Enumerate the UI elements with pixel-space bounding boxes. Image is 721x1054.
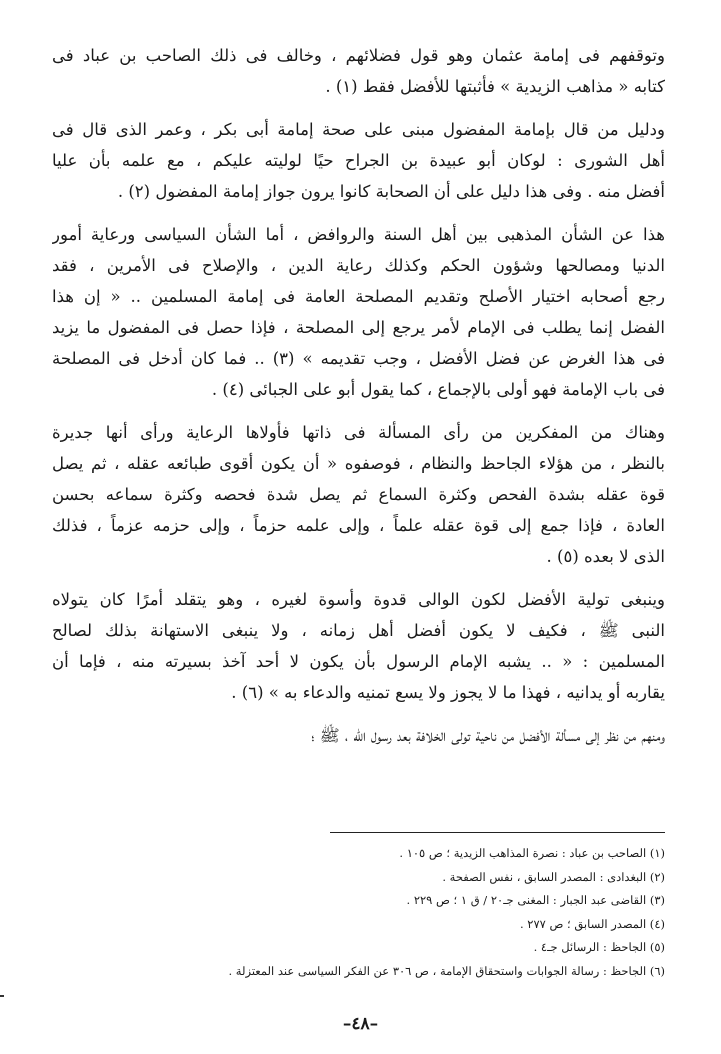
text-line: الذى لا بعده (٥) . <box>546 547 665 566</box>
paragraph <box>52 114 665 207</box>
footnote: (٣) القاضى عبد الجبار : المغنى جـ٢٠ / ق ١ ؛ ص ٢٢٩ . <box>406 893 665 907</box>
text-line: فى هذا الغرض عن فضل الأفضل ، وجب تقديمه » (٣) .. فما كان أدخل فى المصلحة <box>52 349 665 368</box>
footnote: (٥) الجاحظ : الرسائل جـ٤ . <box>533 940 665 954</box>
main-text <box>52 40 665 763</box>
footnote: (٢) البغدادى : المصدر السابق ، نفس الصفحة . <box>442 869 665 884</box>
paragraph <box>52 40 665 102</box>
text-line: يقاربه أو يدانيه ، فهذا ما لا يجوز ولا يسع تمنيه والدعاء به » (٦) . <box>231 683 665 702</box>
footnote: (٦) الجاحظ : رسالة الجوابات واستحقاق الإمامة ، ص ٣٠٦ عن الفكر السياسى عند المعتزلة . <box>228 963 665 978</box>
text-line: كتابه « مذاهب الزيدية » فأثبتها للأفضل فقط (١) . <box>325 77 665 96</box>
text-line: أفضل منه . وفى هذا دليل على أن الصحابة كانوا يرون جواز إمامة المفضول (٢) . <box>117 182 665 201</box>
paragraph <box>52 584 665 708</box>
text-line: ودليل من قال بإمامة المفضول مبنى على صحة إمامة أبى بكر ، وعمر الذى قال فى <box>52 120 665 139</box>
text-line: النبى ﷺ ، فكيف لا يكون أفضل أهل زمانه ، ولا ينبغى الاستهانة بذلك لصالح <box>52 621 665 640</box>
text-line: فى باب الإمامة فهو أولى بالإجماع ، كما يقول أبو على الجبائى (٤) . <box>211 380 665 399</box>
text-line: بالنظر ، من هؤلاء الجاحظ والنظام ، فوصفوه « أن يكون أقوى طبائعه عقله ، ثم يصل <box>52 454 665 473</box>
text-line: وهناك من المفكرين من رأى المسألة فى ذاتها فأولاها الرعاية ورأى أنها جديرة <box>52 423 665 442</box>
footnote: (١) الصاحب بن عباد : نصرة المذاهب الزيدية ؛ ص ١٠٥ . <box>399 846 665 860</box>
text-line: الدنيا ومصالحها وشؤون الحكم وكذلك رعاية الدين ، والإصلاح فى الأمرين ، فقد <box>52 256 665 275</box>
text-line: قوة عقله بشدة الفحص وكثرة السماع ثم يصل شدة فحصه وكثرة سماعه بحسن <box>52 485 665 504</box>
paragraph <box>52 720 665 751</box>
text-line: هذا عن الشأن المذهبى بين أهل السنة والروافض ، أما الشأن السياسى ورعاية أمور <box>52 225 665 244</box>
text-line: وتوقفهم فى إمامة عثمان وهو قول فضلائهم ، وخالف فى ذلك الصاحب بن عباد فى <box>52 46 665 65</box>
text-line: الفضل إنما يطلب فى الإمام لأمر يرجع إلى المصلحة ، فإذا حصل فى المفضول ما يزيد <box>52 318 665 337</box>
text-line: العادة ، فإذا جمع إلى قوة عقله علماً ، وإلى علمه حزماً ، وإلى حزمه عزماً ، فذلك <box>52 516 665 535</box>
text-line: المسلمين : « .. يشبه الإمام الرسول بأن يكون لا أحد آخذ بسيرته منه ، فإما أن <box>52 652 665 671</box>
margin-mark <box>0 995 4 997</box>
text-line: ومنهم من نظر إلى مسألة الأفضل من ناحية تولى الخلافة بعد رسول الله ، ﷺ ؛ <box>311 726 665 745</box>
footnote-separator <box>330 832 665 833</box>
footnotes <box>150 842 665 983</box>
page-number: –٤٨– <box>342 1014 379 1034</box>
text-line: وينبغى تولية الأفضل لكون الوالى قدوة وأسوة لغيره ، وهو يتقلد أمرًا كان يتولاه <box>52 590 665 609</box>
footnote: (٤) المصدر السابق ؛ ص ٢٧٧ . <box>519 916 665 931</box>
text-line: أهل الشورى : لوكان أبو عبيدة بن الجراح حيًا لوليته عليكم ، مع علمه بأن عليا <box>52 151 665 170</box>
text-line: رجع أصحابه اختيار الأصلح وتقديم المصلحة العامة فى إمامة المسلمين .. « إن هذا <box>52 287 665 306</box>
paragraph <box>52 417 665 572</box>
paragraph <box>52 219 665 405</box>
